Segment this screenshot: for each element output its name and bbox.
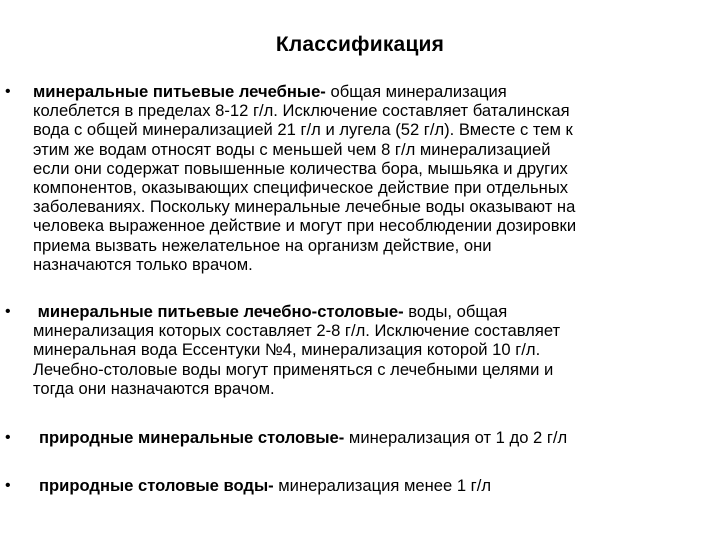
- list-item-description: минерализация которых составляет 2-8 г/л. Исключение составляет: [33, 321, 561, 341]
- bullet-icon: •: [5, 429, 11, 446]
- list-item-description: назначаются только врачом.: [33, 254, 253, 274]
- bullet-icon: •: [5, 83, 11, 100]
- list-item-description: минерализация от 1 до 2 г/л: [348, 428, 568, 447]
- list-item-description: Лечебно-столовые воды могут применяться с лечебными целями и: [33, 359, 554, 379]
- list-item-description: минеральная вода Ессентуки №4, минерализация которой 10 г/л.: [33, 340, 541, 360]
- list-item-description: человека выраженное действие и могут при несоблюдении дозировки: [33, 216, 577, 236]
- list-item-description: если они содержат повышенные количества бора, мышьяка и других: [33, 158, 568, 178]
- list-item-text: [33, 82, 698, 274]
- list-item-description: заболеваниях. Поскольку минеральные лечебные воды оказывают на: [33, 197, 576, 217]
- list-item-description: колеблется в пределах 8-12 г/л. Исключение составляет баталинская: [33, 101, 570, 121]
- list-item-description: тогда они назначаются врачом.: [33, 378, 275, 398]
- list-item-text: [39, 476, 704, 495]
- list-item-description: приема вызвать нежелательное на организм действие, они: [33, 235, 492, 255]
- list-item-text: [39, 428, 704, 447]
- list-item-description: минерализация менее 1 г/л: [278, 476, 492, 495]
- list-item-term: природные столовые воды-: [39, 476, 274, 495]
- bullet-icon: •: [5, 303, 11, 320]
- slide-title: Классификация: [275, 33, 445, 56]
- list-item-description: компонентов, оказывающих специфическое действие при отдельных: [33, 178, 569, 198]
- list-item-term: природные минеральные столовые-: [39, 428, 345, 447]
- list-item-description: общая минерализация: [330, 82, 507, 101]
- list-item-term: минеральные питьевые лечебные-: [33, 82, 326, 101]
- bullet-icon: •: [5, 477, 11, 494]
- list-item-text: [33, 302, 698, 398]
- list-item-term: минеральные питьевые лечебно-столовые-: [37, 302, 404, 321]
- list-item-description: воды, общая: [408, 302, 508, 321]
- list-item-description: этим же водам относят воды с меньшей чем 8 г/л минерализацией: [33, 139, 551, 159]
- list-item-description: вода с общей минерализацией 21 г/л и лугела (52 г/л). Вместе с тем к: [33, 120, 573, 140]
